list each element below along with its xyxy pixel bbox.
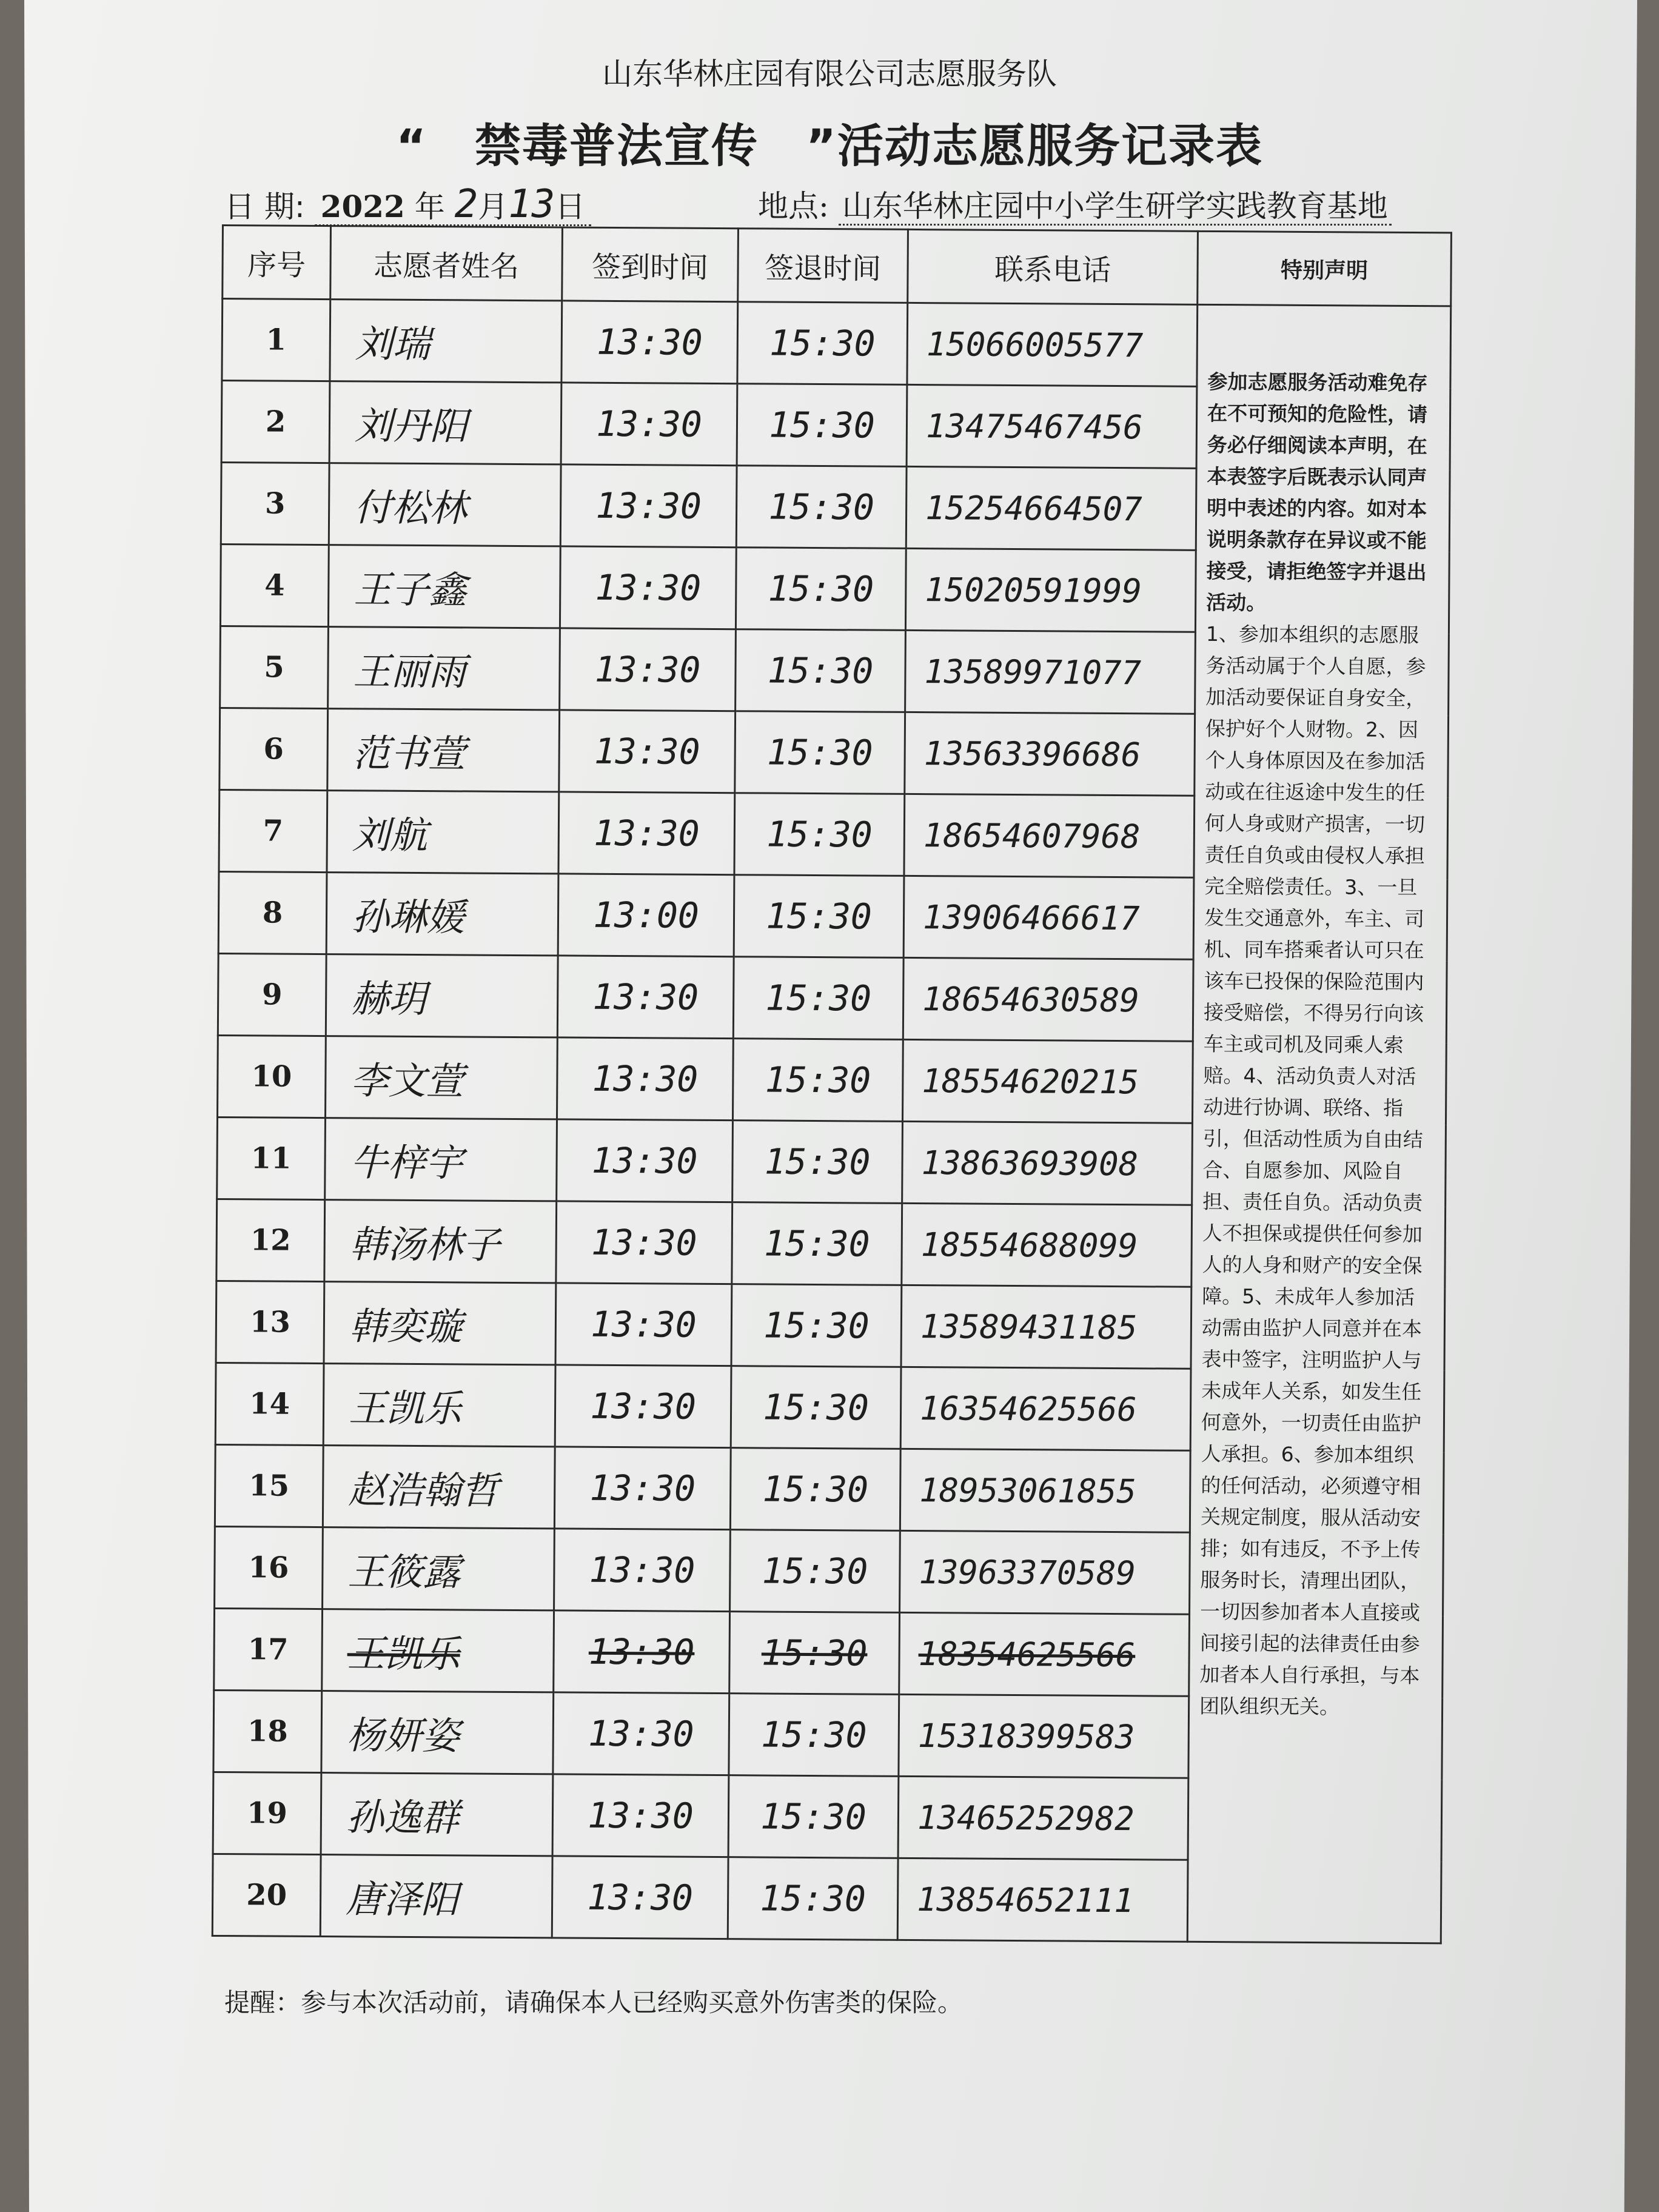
col-header-statement: 特别声明 [1198, 231, 1452, 306]
volunteer-name: 王丽雨 [328, 627, 560, 710]
row-number: 20 [212, 1854, 321, 1936]
location-label: 地点: [758, 189, 829, 224]
phone-number: 13589431185 [901, 1285, 1191, 1369]
date-year-unit: 年 [414, 189, 445, 224]
row-number: 13 [216, 1281, 324, 1363]
checkin-time: 13:30 [553, 1692, 729, 1775]
row-number: 7 [219, 789, 327, 872]
checkout-time: 15:30 [732, 1121, 903, 1204]
volunteer-record-table [212, 224, 1452, 1944]
phone-number: 18953061855 [900, 1449, 1190, 1532]
volunteer-name: 刘丹阳 [329, 381, 561, 464]
checkout-time: 15:30 [732, 1039, 903, 1122]
checkout-time: 15:30 [735, 711, 905, 794]
phone-number: 18354625566 [899, 1612, 1190, 1696]
row-number: 6 [220, 708, 328, 790]
checkout-time: 15:30 [728, 1857, 898, 1940]
checkout-time: 15:30 [728, 1775, 899, 1858]
phone-number: 18554620215 [902, 1039, 1193, 1123]
col-header-no: 序号 [223, 226, 331, 300]
row-number: 2 [221, 381, 330, 463]
col-header-checkout: 签退时间 [738, 229, 908, 303]
row-number: 15 [215, 1444, 323, 1527]
row-number: 19 [213, 1772, 321, 1854]
col-header-phone: 联系电话 [908, 229, 1198, 304]
date-line [224, 182, 591, 227]
row-number: 3 [221, 463, 329, 545]
checkin-time: 13:30 [555, 1365, 731, 1448]
checkin-time: 13:30 [552, 1856, 728, 1939]
checkout-time: 15:30 [734, 875, 904, 958]
phone-number: 13563396686 [905, 712, 1195, 796]
phone-number: 15066005577 [907, 303, 1198, 386]
phone-number: 16354625566 [900, 1367, 1191, 1450]
phone-number: 18654607968 [904, 794, 1195, 877]
checkout-time: 15:30 [731, 1366, 901, 1449]
checkout-time: 15:30 [732, 1202, 902, 1285]
checkin-time: 13:30 [554, 1447, 731, 1530]
phone-number: 15318399583 [899, 1694, 1189, 1778]
checkin-time: 13:30 [558, 792, 735, 875]
checkout-time: 15:30 [736, 548, 906, 631]
phone-number: 13475467456 [907, 384, 1197, 468]
volunteer-name: 韩汤林子 [324, 1200, 557, 1283]
volunteer-name: 牛梓宇 [325, 1118, 557, 1201]
checkout-time: 15:30 [734, 793, 905, 876]
row-number: 11 [217, 1117, 326, 1199]
insurance-reminder: 提醒：参与本次活动前，请确保本人已经购买意外伤害类的保险。 [224, 1988, 964, 2017]
row-number: 1 [222, 299, 330, 381]
checkin-time: 13:30 [559, 710, 736, 793]
row-number: 16 [215, 1526, 323, 1609]
checkin-time: 13:30 [552, 1774, 729, 1857]
location-value: 山东华林庄园中小学生研学实践教育基地 [839, 189, 1392, 226]
checkout-time: 15:30 [729, 1612, 900, 1695]
checkout-time: 15:30 [733, 957, 903, 1040]
checkin-time: 13:30 [556, 1201, 732, 1284]
row-number: 4 [220, 544, 329, 626]
phone-number: 13465252982 [898, 1776, 1188, 1860]
phone-number: 13863693908 [902, 1121, 1193, 1205]
special-statement [1187, 304, 1450, 1943]
volunteer-name: 王凯乐 [322, 1609, 554, 1692]
checkin-time: 13:30 [557, 1119, 733, 1202]
volunteer-name: 杨妍姿 [321, 1691, 554, 1774]
date-label: 日 期: [224, 189, 305, 224]
checkin-time: 13:30 [561, 383, 737, 466]
location-line [758, 182, 1392, 226]
phone-number: 18554688099 [902, 1203, 1192, 1287]
phone-number: 15020591999 [905, 548, 1196, 632]
volunteer-name: 王筱露 [323, 1527, 555, 1610]
form-title: “ 禁毒普法宣传 ”活动志愿服务记录表 [396, 119, 1263, 173]
row-number: 8 [218, 871, 327, 954]
checkout-time: 15:30 [737, 302, 908, 385]
volunteer-name: 刘航 [327, 791, 559, 874]
volunteer-name: 付松林 [329, 463, 561, 546]
checkin-time: 13:30 [560, 464, 737, 548]
volunteer-name: 唐泽阳 [320, 1855, 552, 1938]
checkin-time: 13:30 [554, 1529, 731, 1612]
volunteer-name: 赵浩翰哲 [323, 1446, 555, 1529]
checkin-time: 13:30 [557, 956, 734, 1039]
phone-number: 13589971077 [905, 630, 1196, 714]
checkin-time: 13:30 [560, 628, 736, 711]
volunteer-name: 韩奕璇 [324, 1282, 556, 1365]
checkin-time: 13:30 [560, 546, 736, 629]
date-month: 2 [454, 182, 478, 227]
phone-number: 13906466617 [903, 876, 1194, 959]
row-number: 14 [215, 1362, 324, 1445]
checkout-time: 15:30 [730, 1448, 900, 1531]
volunteer-name: 赫玥 [326, 954, 558, 1037]
col-header-checkin: 签到时间 [562, 227, 739, 302]
date-month-unit: 月 [478, 189, 509, 224]
organization-title: 山东华林庄园有限公司志愿服务队 [602, 56, 1057, 92]
row-number: 18 [213, 1690, 322, 1772]
phone-number: 18654630589 [903, 957, 1193, 1041]
phone-number: 13854652111 [897, 1858, 1188, 1942]
checkout-time: 15:30 [729, 1694, 899, 1777]
checkout-time: 15:30 [736, 629, 906, 712]
volunteer-name: 孙逸群 [321, 1773, 553, 1856]
col-header-name: 志愿者姓名 [330, 226, 563, 301]
volunteer-name: 王凯乐 [323, 1364, 555, 1447]
checkin-time: 13:30 [555, 1283, 732, 1366]
checkout-time: 15:30 [731, 1284, 902, 1367]
checkout-time: 15:30 [730, 1530, 900, 1613]
row-number: 10 [218, 1035, 326, 1118]
statement-terms: 1、参加本组织的志愿服务活动属于个人自愿，参加活动要保证自身安全，保护好个人财物。2、因个人身体原因及在参加活动或在往返途中发生的任何人身或财产损害，一切责任自负或由侵权人承担完全赔偿责任。3、一旦发生交通意外，车主、司机、同车搭乘者认可只在该车已投保的保险范围内接受赔偿，不得另行向该车主或司机及同乘人索赔。4、活动负责人对活动进行协调、联络、指引，但活动性质为自由结合、自愿参加、风险自担、责任自负。活动负责人不担保或提供任何参加人的人身和财产的安全保障。5、未成年人参加活动需由监护人同意并在本表中签字，注明监护人与未成年人关系，如发生任何意外，一切责任由监护人承担。6、参加本组织的任何活动，必须遵守相关规定制度，服从活动安排；如有违反，不予上传服务时长，清理出团队，一切因参加者本人直接或间接引起的法律责任由参加者本人自行承担，与本团队组织无关。 [1199, 622, 1426, 1719]
phone-number: 13963370589 [900, 1530, 1190, 1614]
statement-intro: 参加志愿服务活动难免存在不可预知的危险性，请务必仔细阅读本声明，在本表签字后既表示认同声明中表述的内容。如对本说明条款存在异议或不能接受，请拒绝签字并退出活动。 [1206, 369, 1428, 615]
checkin-time: 13:30 [561, 301, 738, 384]
row-number: 9 [218, 953, 326, 1036]
phone-number: 15254664507 [906, 466, 1196, 550]
checkin-time: 13:30 [557, 1037, 733, 1121]
checkin-time: 13:00 [558, 874, 734, 957]
volunteer-name: 范书萱 [327, 709, 560, 792]
table-row [222, 299, 1451, 388]
volunteer-name: 李文萱 [326, 1036, 558, 1119]
table-header-row [223, 226, 1452, 306]
row-number: 17 [214, 1608, 323, 1691]
row-number: 5 [220, 626, 329, 708]
date-year: 2022 [320, 189, 405, 224]
checkout-time: 15:30 [736, 466, 907, 549]
date-day-unit: 日 [555, 189, 586, 224]
checkin-time: 13:30 [554, 1610, 730, 1694]
row-number: 12 [216, 1199, 325, 1281]
volunteer-name: 刘瑞 [330, 300, 562, 383]
date-day: 13 [508, 182, 555, 227]
volunteer-name: 王子鑫 [328, 545, 560, 628]
volunteer-name: 孙琳媛 [326, 873, 558, 956]
checkout-time: 15:30 [737, 384, 907, 467]
